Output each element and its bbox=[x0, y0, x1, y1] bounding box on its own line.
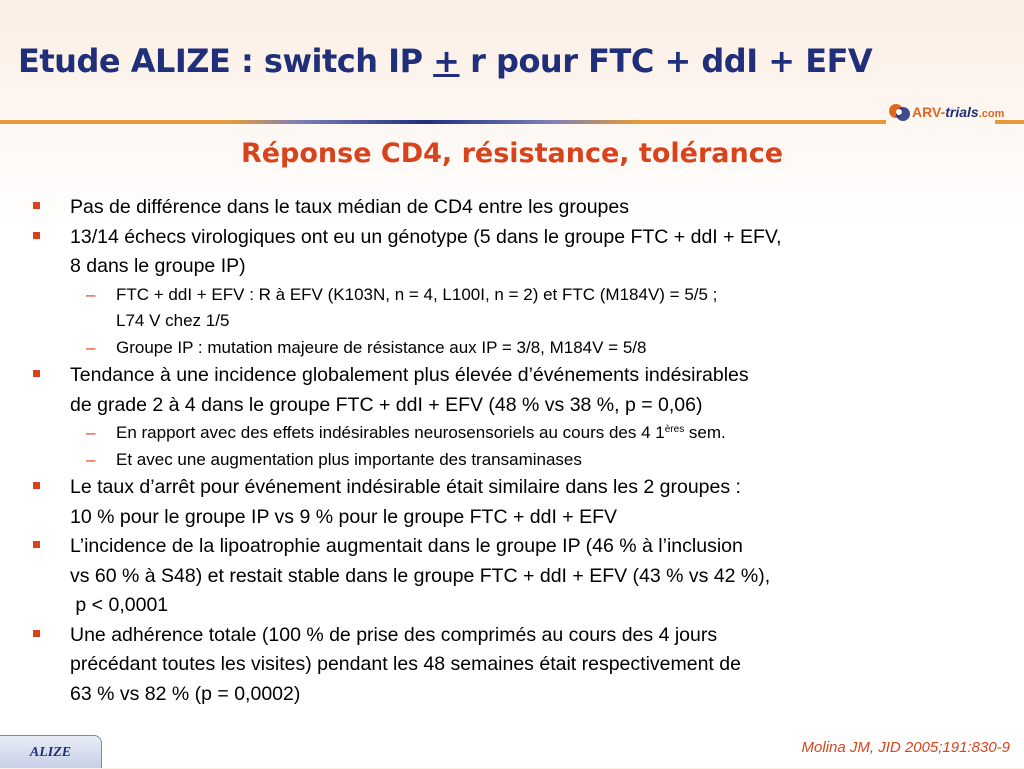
bullet-line: de grade 2 à 4 dans le groupe FTC + ddI + EFV (48 % vs 38 %, p = 0,06) bbox=[70, 393, 703, 416]
bullet-line: Tendance à une incidence globalement plus élevée d’événements indésirables bbox=[70, 364, 749, 386]
bullet-adherence bbox=[0, 621, 1024, 710]
sub-bullet-text: En rapport avec des effets indésirables neurosensoriels au cours des 4 1 bbox=[116, 423, 665, 442]
sub-bullet-transaminases bbox=[0, 447, 1024, 474]
bullet-square-icon bbox=[33, 630, 40, 637]
bullet-line: 63 % vs 82 % (p = 0,0002) bbox=[70, 682, 301, 705]
bullet-square-icon bbox=[33, 202, 40, 209]
bullet-line: Le taux d’arrêt pour événement indésirable était similaire dans les 2 groupes : bbox=[70, 476, 741, 498]
title-text-pre: Etude ALIZE : switch IP bbox=[18, 42, 434, 80]
logo-mark-icon bbox=[888, 102, 912, 124]
bullet-line: L’incidence de la lipoatrophie augmentait dans le groupe IP (46 % à l’inclusion bbox=[70, 535, 743, 557]
logo-text bbox=[912, 104, 1004, 120]
title-plus-minus: + bbox=[433, 42, 460, 80]
bullet-line: 8 dans le groupe IP) bbox=[70, 255, 246, 277]
header-rule bbox=[0, 120, 886, 124]
bullet-genotype bbox=[0, 223, 1024, 282]
sub-bullet-line: FTC + ddI + EFV : R à EFV (K103N, n = 4, L100I, n = 2) et FTC (M184V) = 5/5 ; bbox=[116, 284, 718, 304]
sub-bullet-neurosensory bbox=[0, 420, 1024, 447]
sub-bullet-text-end: sem. bbox=[684, 423, 726, 442]
sub-bullet-line: L74 V chez 1/5 bbox=[116, 311, 230, 330]
bullet-cd4 bbox=[0, 193, 1024, 223]
bullet-list bbox=[0, 193, 1024, 709]
bullet-lipoatrophy bbox=[0, 532, 1024, 621]
bullet-line: p < 0,0001 bbox=[70, 594, 169, 616]
bullet-square-icon bbox=[33, 232, 40, 239]
sub-bullet-line: Groupe IP : mutation majeure de résistance aux IP = 3/8, M184V = 5/8 bbox=[116, 337, 647, 357]
bullet-discontinuation bbox=[0, 473, 1024, 532]
bullet-line: Une adhérence totale (100 % de prise des comprimés au cours des 4 jours bbox=[70, 623, 718, 646]
bullet-square-icon bbox=[33, 482, 40, 489]
sub-bullet-ip-resistance bbox=[0, 335, 1024, 362]
citation: Molina JM, JID 2005;191:830-9 bbox=[801, 739, 1010, 756]
logo-arv: ARV- bbox=[912, 104, 946, 120]
bullet-adverse-events bbox=[0, 361, 1024, 420]
dash-icon: – bbox=[86, 337, 96, 357]
sub-bullet-ftc-resistance bbox=[0, 282, 1024, 335]
sub-bullet-line bbox=[116, 420, 1004, 447]
bullet-line: précédant toutes les visites) pendant les 48 semaines était respectivement de bbox=[70, 653, 741, 675]
study-badge: ALIZE bbox=[0, 735, 102, 768]
bullet-line: vs 60 % à S48) et restait stable dans le groupe FTC + ddI + EFV (43 % vs 42 %), bbox=[70, 564, 771, 587]
bullet-line: Pas de différence dans le taux médian de CD4 entre les groupes bbox=[70, 196, 629, 218]
bullet-line: 10 % pour le groupe IP vs 9 % pour le groupe FTC + ddI + EFV bbox=[70, 505, 618, 528]
arv-trials-logo bbox=[888, 100, 1014, 126]
superscript-eres: ères bbox=[664, 424, 685, 435]
logo-trials: trials bbox=[945, 104, 979, 120]
slide-title bbox=[18, 42, 872, 80]
logo-com: .com bbox=[978, 108, 1005, 120]
dash-icon: – bbox=[86, 423, 96, 442]
sub-bullet-line: Et avec une augmentation plus importante des transaminases bbox=[116, 449, 582, 469]
slide-subtitle: Réponse CD4, résistance, tolérance bbox=[240, 138, 784, 169]
bullet-line: 13/14 échecs virologiques ont eu un génotype (5 dans le groupe FTC + ddI + EFV, bbox=[70, 225, 782, 248]
title-text-post: r pour FTC + ddI + EFV bbox=[459, 42, 873, 80]
bullet-square-icon bbox=[33, 370, 40, 377]
dash-icon: – bbox=[86, 284, 96, 304]
bullet-square-icon bbox=[33, 541, 40, 548]
dash-icon: – bbox=[86, 449, 96, 469]
